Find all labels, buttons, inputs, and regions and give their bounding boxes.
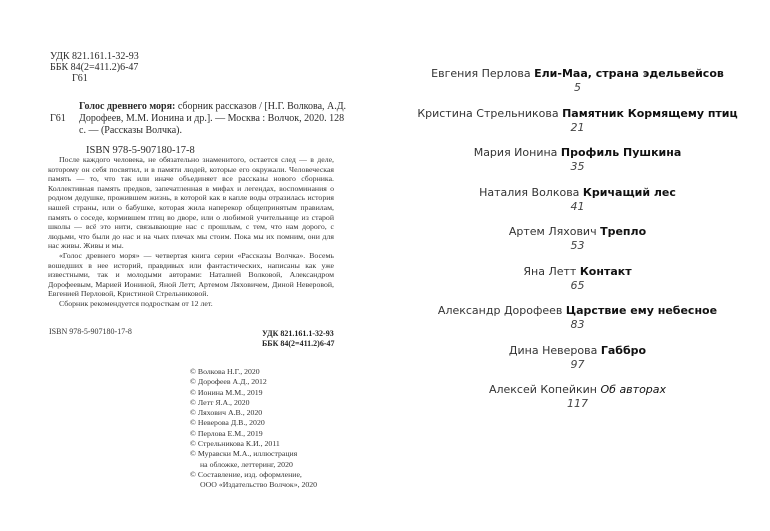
toc-author: Дина Неверова (508, 343, 598, 357)
toc-page-number: 83 (570, 318, 585, 331)
toc-entry-line (385, 67, 770, 81)
toc-author: Кристина Стрельникова (417, 106, 559, 120)
annotation-paragraph: «Голос древнего моря» — четвертая книга серии «Рассказы Волчка». Восемь вошедших в нее историй, правдивых или фантастических, написаны как уже известными, так и молодыми авторами: Наталией Волковой, Александром Дорофеевым, Марией Иониной, Яной Летт, Артемом Ляховичем, Диной Неверовой, Евгенией Перловой, Кристиной Стрельниковой. (48, 250, 334, 299)
bbk-code: ББК 84(2=411.2)6-47 (50, 62, 139, 73)
toc-entry[interactable] (385, 304, 770, 344)
toc-page-number: 35 (570, 160, 585, 173)
toc-entry-line (385, 146, 770, 160)
record-isbn: ISBN 978-5-907180-17-8 (86, 145, 195, 156)
toc-page-number: 41 (570, 199, 585, 213)
toc-entry[interactable] (385, 265, 770, 305)
bottom-bbk-code: ББК 84(2=411.2)6-47 (262, 339, 335, 348)
toc-title: Профиль Пушкина (560, 146, 682, 159)
copyright-line: ООО «Издательство Волчок», 2020 (200, 480, 318, 490)
toc-entry-line (385, 383, 770, 397)
toc-entry[interactable] (385, 225, 770, 265)
toc-entry-line (385, 304, 770, 318)
toc-title: Памятник Кормящему птиц (562, 106, 738, 120)
annotation (48, 155, 334, 309)
toc-entry[interactable] (385, 186, 770, 226)
record-body (79, 101, 352, 137)
record-code: Г61 (50, 113, 66, 124)
bottom-classification (262, 329, 335, 349)
copyright-line: © Ионина М.М., 2019 (190, 387, 263, 397)
toc-entry[interactable] (385, 67, 770, 107)
toc-page-number: 97 (570, 357, 585, 371)
toc-author: Алексей Копейкин (488, 383, 597, 396)
toc-entry[interactable] (385, 344, 770, 384)
toc-title: Об авторах (600, 383, 667, 396)
copyright-line: © Неверова Д.В., 2020 (190, 418, 265, 428)
bibliographic-record (52, 101, 352, 157)
toc-author: Александр Дорофеев (437, 304, 563, 317)
toc-author: Наталия Волкова (479, 185, 580, 199)
copyright-line: © Составление, изд. оформление, (190, 469, 302, 479)
bottom-isbn: ISBN 978-5-907180-17-8 (49, 327, 132, 336)
toc-title: Кричащий лес (582, 185, 676, 199)
copyright-list (190, 367, 317, 491)
udk-code: УДК 821.161.1-32-93 (50, 51, 139, 62)
copyright-line: © Перлова Е.М., 2019 (190, 428, 263, 438)
copyright-line: © Муравски М.А., иллюстрация (190, 449, 298, 459)
toc-page-number: 53 (570, 239, 585, 252)
copyright-line: © Стрельникова К.И., 2011 (190, 439, 280, 449)
toc-author: Евгения Перлова (431, 67, 531, 80)
contents-page (385, 0, 770, 531)
toc-title: Контакт (579, 264, 632, 278)
toc-entry-line (385, 265, 770, 279)
record-title: Голос древнего моря: (79, 101, 176, 112)
toc-entry-line (385, 344, 770, 358)
toc-title: Трепло (600, 225, 647, 238)
record-description: сборник рассказов / [Н.Г. Волкова, А.Д. Дорофеев, М.М. Ионина и др.]. — Москва : Волчок, 2020. 128 с. — (Рассказы Волчка). (79, 101, 347, 136)
annotation-paragraph: После каждого человека, не обязательно знаменитого, остается след — в деле, которому он себя посвятил, и в памяти людей, которые его окружали. Человеческая память — то, что так или иначе объединяет все рассказы нового сборника. Коллективная память предков, запечатленная в мифах и легендах, воспоминания о родном дедушке, прожившем жизнь, в которой как в капле воды отразилась история нашей страны, или о бабушке, которая жила наперекор общепринятым правилам, память о соседе, кормившем птиц во дворе, или о любимой учительнице из старой школы — всё это нити, связывающие нас с прошлым, с тем, что нам дорого, с людьми, что были до нас и на чьих плечах мы стоим. Пока мы их помним, они для нас живы. Живы и мы. (48, 155, 334, 251)
toc-entry[interactable] (385, 383, 770, 423)
toc-page-number: 5 (574, 81, 581, 94)
annotation-paragraph: Сборник рекомендуется подросткам от 12 лет. (59, 298, 213, 308)
copyright-line: на обложке, леттеринг, 2020 (200, 459, 293, 469)
toc-title: Ели-Маа, страна эдельвейсов (534, 67, 724, 80)
toc-entry[interactable] (385, 107, 770, 147)
copyright-line: © Ляхович А.В., 2020 (190, 408, 263, 418)
toc-entry-line (385, 107, 770, 121)
toc-entry-line (385, 225, 770, 239)
toc-title: Габбро (600, 343, 647, 357)
copyright-line: © Дорофеев А.Д., 2012 (190, 377, 267, 387)
toc-author: Артем Ляхович (508, 225, 597, 238)
toc-author: Яна Летт (523, 264, 577, 278)
bottom-udk-code: УДК 821.161.1-32-93 (262, 329, 334, 338)
copyright-line: © Летт Я.А., 2020 (190, 397, 250, 407)
classification-codes (50, 51, 139, 84)
table-of-contents (385, 67, 770, 423)
toc-entry-line (385, 186, 770, 200)
author-sign: Г61 (72, 73, 88, 84)
toc-page-number: 21 (570, 120, 585, 134)
copyright-line: © Волкова Н.Г., 2020 (190, 367, 260, 376)
toc-author: Мария Ионина (473, 146, 558, 159)
toc-entry[interactable] (385, 146, 770, 186)
toc-page-number: 65 (570, 278, 585, 292)
toc-page-number: 117 (567, 397, 588, 410)
toc-title: Царствие ему небесное (565, 304, 718, 317)
